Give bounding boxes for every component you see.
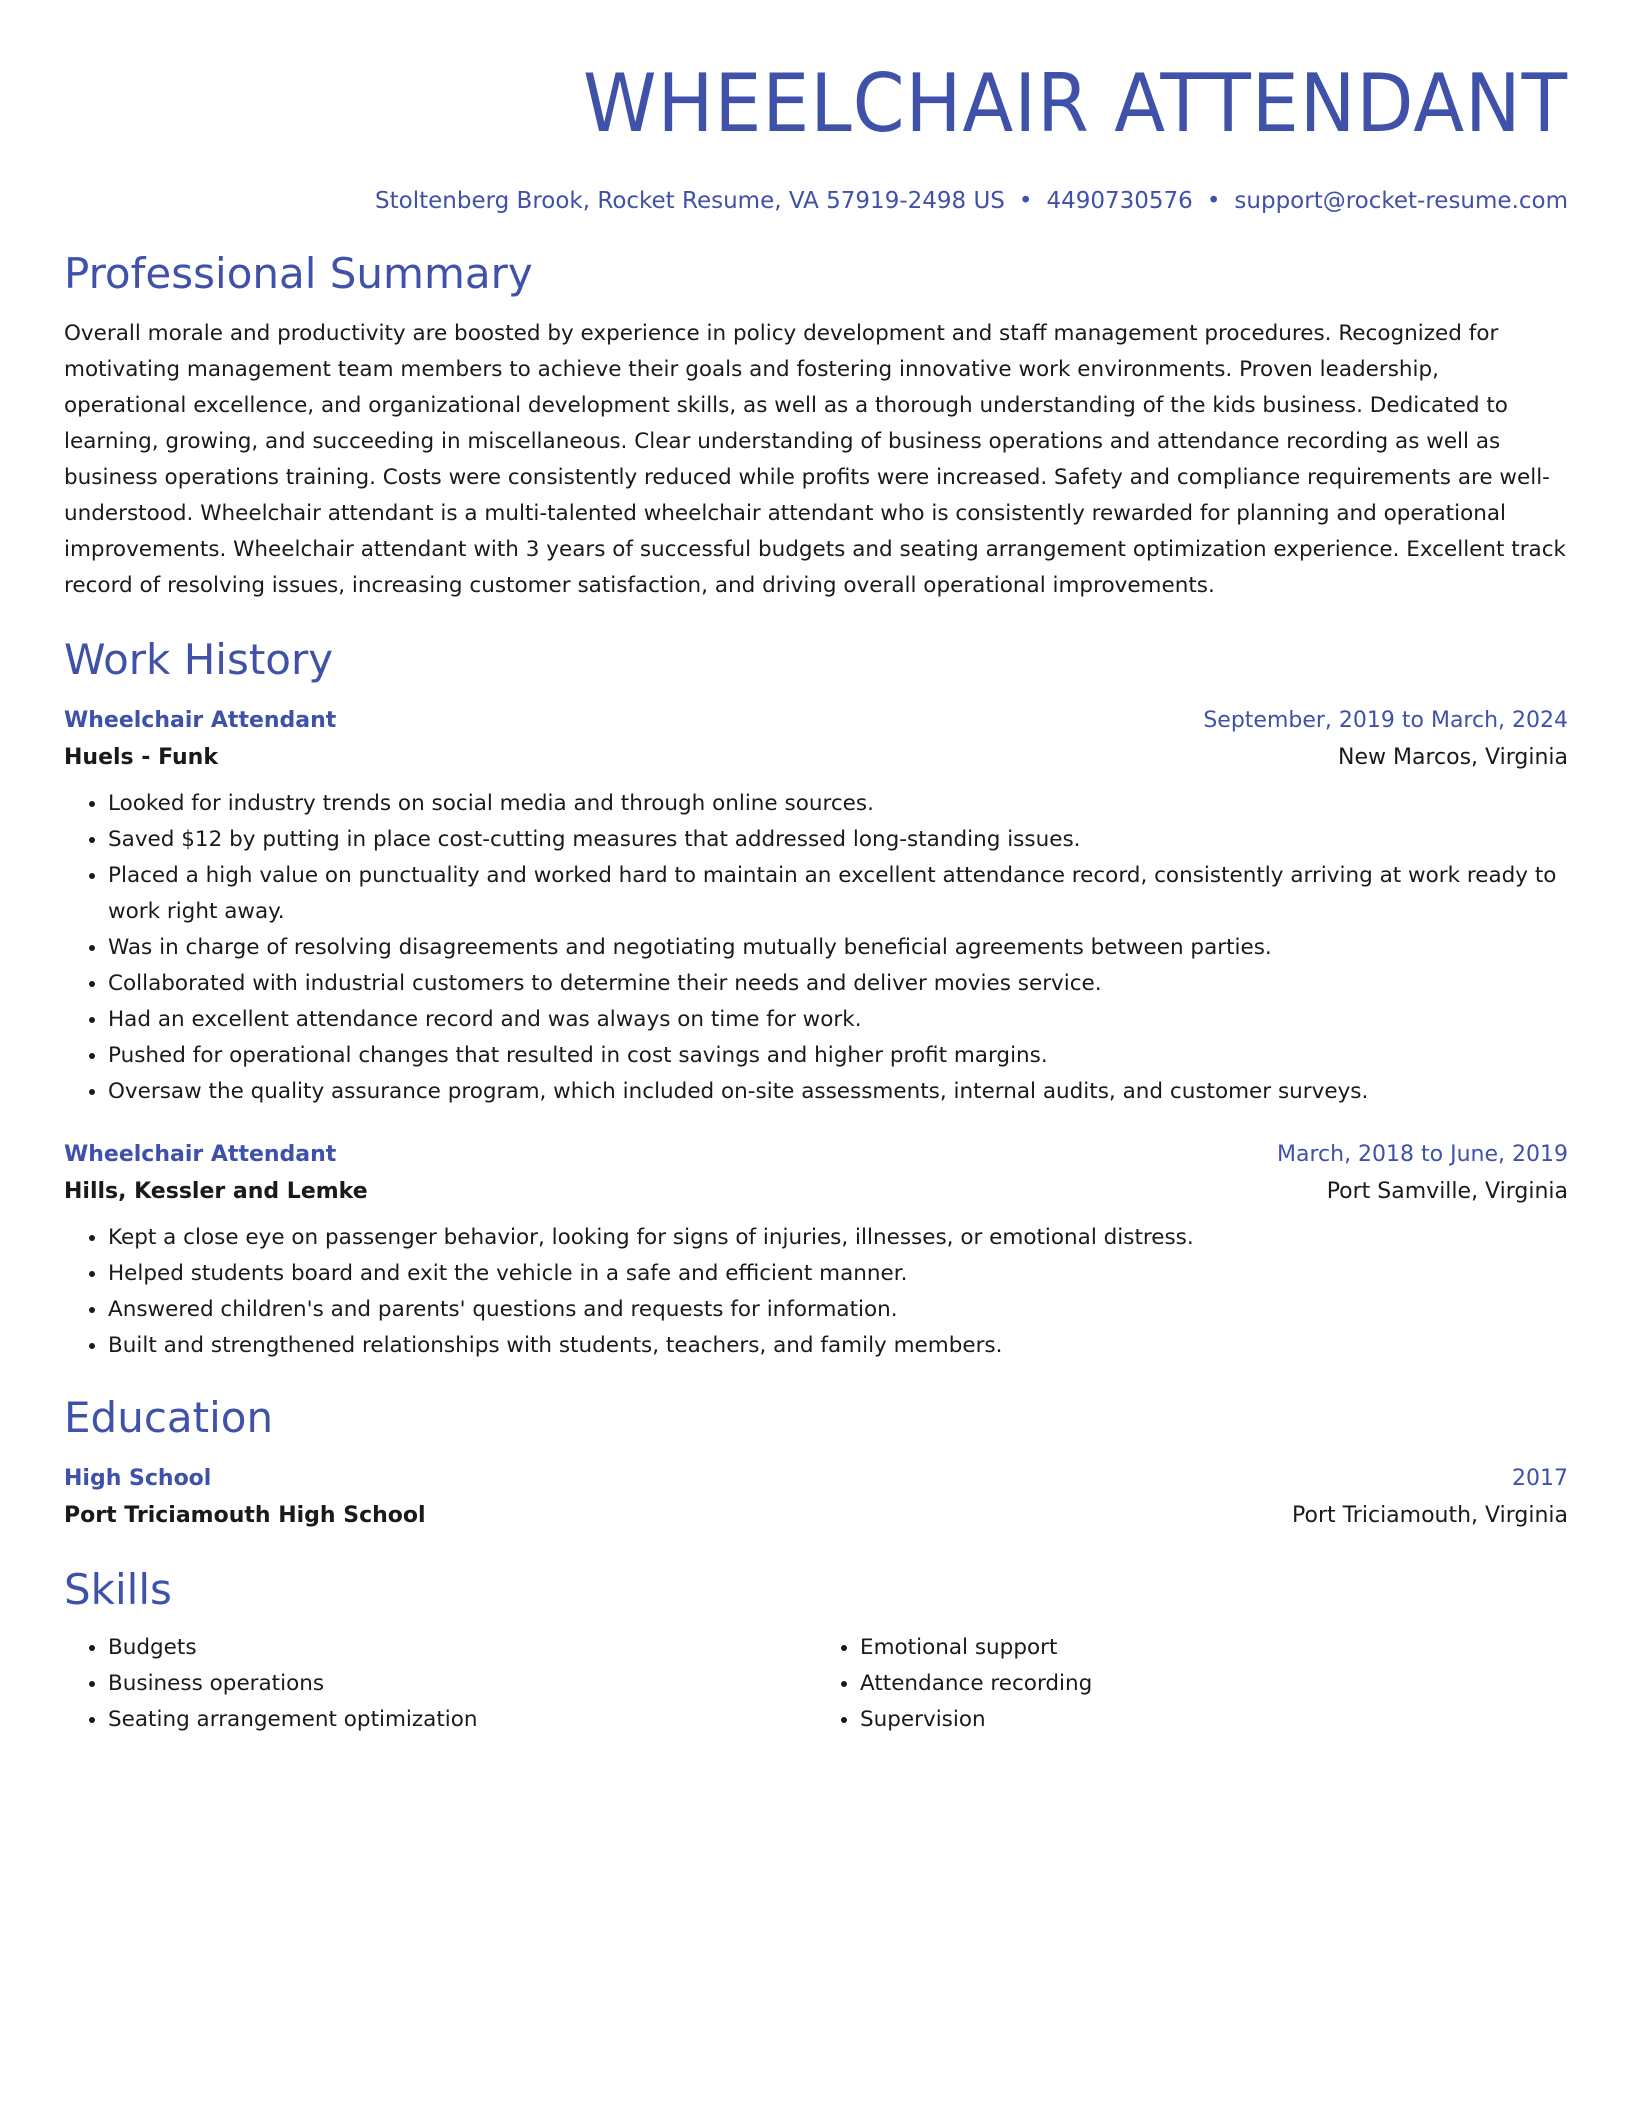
contact-address: Stoltenberg Brook, Rocket Resume, VA 57919-2498 US — [375, 188, 1005, 214]
skills-column-1 — [64, 1630, 816, 1738]
job-title: Wheelchair Attendant — [64, 1142, 337, 1167]
list-item: • Attendance recording — [860, 1666, 1568, 1702]
education-heading: Education — [64, 1393, 274, 1442]
list-item: • Saved $12 by putting in place cost-cutting measures that addressed long-standing issues. — [108, 822, 1568, 858]
list-item: • Helped students board and exit the vehicle in a safe and efficient manner. — [108, 1256, 1568, 1292]
list-item: • Looked for industry trends on social media and through online sources. — [108, 786, 1568, 822]
job-header-row — [64, 704, 1568, 738]
list-item: • Budgets — [108, 1630, 816, 1666]
contact-phone: 4490730576 — [1046, 188, 1193, 214]
list-item: • Oversaw the quality assurance program, which included on-site assessments, internal audits, and customer surveys. — [108, 1074, 1568, 1110]
list-item: • Built and strengthened relationships with students, teachers, and family members. — [108, 1328, 1568, 1364]
job-dates: September, 2019 to March, 2024 — [1203, 708, 1568, 733]
list-item: • Placed a high value on punctuality and worked hard to maintain an excellent attendance record, consistently arriving at work ready to work right away. — [108, 858, 1568, 930]
contact-separator: • — [1206, 188, 1221, 214]
summary-text: Overall morale and productivity are boosted by experience in policy development and staff management procedures. Recognized for motivating management team members to achieve their goals and fostering innovative work environments. Proven leadership, operational excellence, and organizational development skills, as well as a thorough understanding of the kids business. Dedicated to learning, growing, and succeeding in miscellaneous. Clear understanding of business operations and attendance recording as well as business operations training. Costs were consistently reduced while profits were increased. Safety and compliance requirements are well-understood. Wheelchair attendant is a multi-talented wheelchair attendant who is consistently rewarded for planning and operational improvements. Wheelchair attendant with 3 years of successful budgets and seating arrangement optimization experience. Excellent track record of resolving issues, increasing customer satisfaction, and driving overall operational improvements. — [64, 321, 1567, 598]
list-item: • Was in charge of resolving disagreements and negotiating mutually beneficial agreements between parties. — [108, 930, 1568, 966]
education-school-row — [64, 1496, 1568, 1536]
job-location: New Marcos, Virginia — [1338, 745, 1568, 770]
skills-column-2 — [816, 1630, 1568, 1738]
list-item: • Emotional support — [860, 1630, 1568, 1666]
list-item: • Collaborated with industrial customers to determine their needs and deliver movies service. — [108, 966, 1568, 1002]
job-bullets — [64, 1220, 1568, 1364]
list-item: • Answered children's and parents' questions and requests for information. — [108, 1292, 1568, 1328]
list-item: • Seating arrangement optimization — [108, 1702, 816, 1738]
education-degree: High School — [64, 1466, 212, 1491]
list-item: • Pushed for operational changes that resulted in cost savings and higher profit margins. — [108, 1038, 1568, 1074]
job-bullets — [64, 786, 1568, 1110]
job-employer: Hills, Kessler and Lemke — [64, 1179, 368, 1204]
job-employer-row — [64, 738, 1568, 778]
contact-separator: • — [1018, 188, 1033, 214]
education-entry — [64, 1462, 1568, 1536]
job-dates: March, 2018 to June, 2019 — [1277, 1142, 1568, 1167]
contact-line — [64, 186, 1568, 216]
job-employer-row — [64, 1172, 1568, 1212]
work-history-heading: Work History — [64, 635, 334, 684]
skills-list — [64, 1630, 1568, 1738]
skills-heading: Skills — [64, 1565, 172, 1614]
list-item: • Kept a close eye on passenger behavior, looking for signs of injuries, illnesses, or emotional distress. — [108, 1220, 1568, 1256]
summary-heading: Professional Summary — [64, 249, 533, 298]
contact-email: support@rocket-resume.com — [1234, 188, 1568, 214]
job-location: Port Samville, Virginia — [1326, 1179, 1568, 1204]
job-header-row — [64, 1138, 1568, 1172]
job-title: Wheelchair Attendant — [64, 708, 337, 733]
job-employer: Huels - Funk — [64, 745, 218, 770]
list-item: • Business operations — [108, 1666, 816, 1702]
education-location: Port Triciamouth, Virginia — [1292, 1503, 1568, 1528]
job-entry — [64, 704, 1568, 1110]
list-item: • Had an excellent attendance record and was always on time for work. — [108, 1002, 1568, 1038]
list-item: • Supervision — [860, 1702, 1568, 1738]
education-school: Port Triciamouth High School — [64, 1503, 426, 1528]
education-header-row — [64, 1462, 1568, 1496]
education-year: 2017 — [1512, 1466, 1568, 1491]
candidate-name: WHEELCHAIR ATTENDANT — [582, 57, 1568, 150]
job-entry — [64, 1138, 1568, 1364]
